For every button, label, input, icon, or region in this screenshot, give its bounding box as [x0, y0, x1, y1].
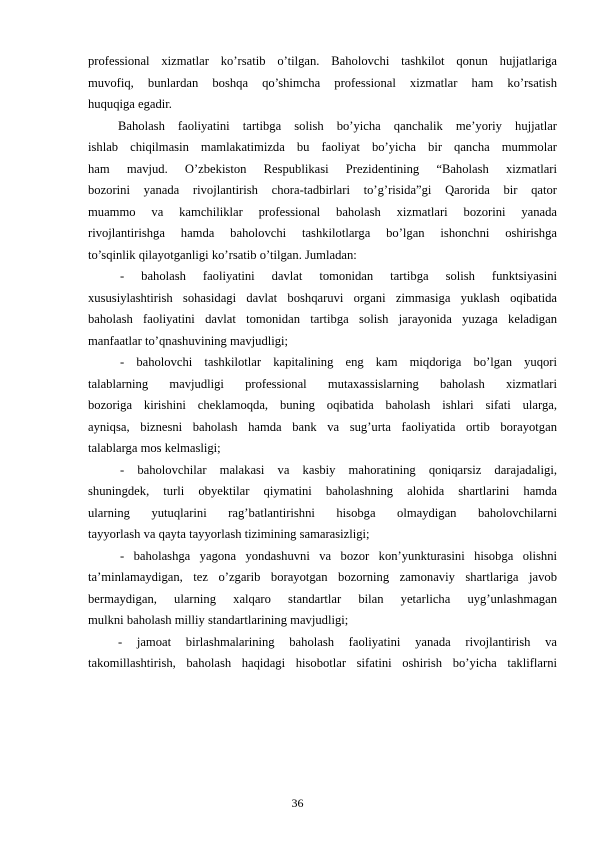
text-line: xususiylashtirish sohasidagi davlat boshqaruvi organi zimmasiga yuklash oqibatida	[88, 290, 557, 305]
text-line: manfaatlar to’qnashuvining mavjudligi;	[88, 333, 289, 348]
text-line: talablarga mos kelmasligi;	[88, 441, 221, 455]
text-line: takomillashtirish, baholash haqidagi hisobotlar sifatini oshirish bo’yicha takliflarni	[88, 656, 557, 670]
text-line: baholash faoliyatini davlat tomonidan tartibga solish jarayonida yuzaga keladigan	[88, 312, 557, 326]
text-line: ayniqsa, biznesni baholash hamda bank va sug’urta faoliyatida ortib borayotgan	[88, 419, 557, 434]
text-line: bermaydigan, ularning xalqaro standartlar bilan yetarlicha uyg’unlashmagan	[88, 591, 557, 606]
text-line: ularning yutuqlarini rag’batlantirishni hisobga olmaydigan baholovchilarni	[88, 505, 557, 520]
document-body	[88, 51, 557, 675]
text-line: tayyorlash va qayta tayyorlash tizimining samarasizligi;	[88, 527, 370, 541]
text-line: Baholash faoliyatini tartibga solish bo’yicha qanchalik me’yoriy hujjatlar	[118, 118, 557, 133]
text-line: talablarning mavjudligi professional mutaxassislarning baholash xizmatlari	[88, 376, 557, 391]
text-line: mulkni baholash milliy standartlarining mavjudligi;	[88, 613, 349, 627]
text-line: ham mavjud. O’zbekiston Respublikasi Prezidentining “Baholash xizmatlari	[88, 161, 557, 176]
list-item-line: - baholashga yagona yondashuvni va bozor kon’yunkturasini hisobga olishni	[120, 548, 557, 563]
text-line: ta’minlamaydigan, tez o’zgarib borayotgan bozorning zamonaviy shartlariga javob	[88, 570, 557, 584]
text-line: muammo va kamchiliklar professional baholash xizmatlari bozorini yanada	[88, 204, 557, 219]
list-item-line: - baholash faoliyatini davlat tomonidan tartibga solish funktsiyasini	[120, 269, 557, 283]
list-item-line: - baholovchi tashkilotlar kapitalining eng kam miqdoriga bo’lgan yuqori	[120, 355, 557, 369]
text-line: rivojlantirishga hamda baholovchi tashkilotlarga bo’lgan ishonchni oshirishga	[88, 226, 557, 240]
page-number: 36	[291, 796, 304, 810]
text-line: shuningdek, turli obyektilar qiymatini baholashning alohida shartlarini hamda	[88, 484, 557, 498]
text-line: professional xizmatlar ko’rsatib o’tilgan. Baholovchi tashkilot qonun hujjatlariga	[88, 54, 557, 68]
list-item-line: - baholovchilar malakasi va kasbiy mahoratining qoniqarsiz darajadaligi,	[120, 462, 557, 477]
list-item-line: - jamoat birlashmalarining baholash faoliyatini yanada rivojlantirish va	[118, 634, 557, 649]
text-line: bozorini yanada rivojlantirish chora-tadbirlari to’g’risida”gi Qarorida bir qator	[88, 183, 557, 197]
text-line: huquqiga egadir.	[88, 97, 172, 111]
text-line: muvofiq, bunlardan boshqa qo’shimcha professional xizmatlar ham ko’rsatish	[88, 75, 557, 90]
text-line: bozoriga kirishini cheklamoqda, buning oqibatida baholash ishlari sifati ularga,	[88, 398, 557, 412]
text-line: to’sqinlik qilayotganligi ko’rsatib o’tilgan. Jumladan:	[88, 247, 357, 262]
text-line: ishlab chiqilmasin mamlakatimizda bu faoliyat bo’yicha bir qancha mummolar	[88, 140, 557, 154]
